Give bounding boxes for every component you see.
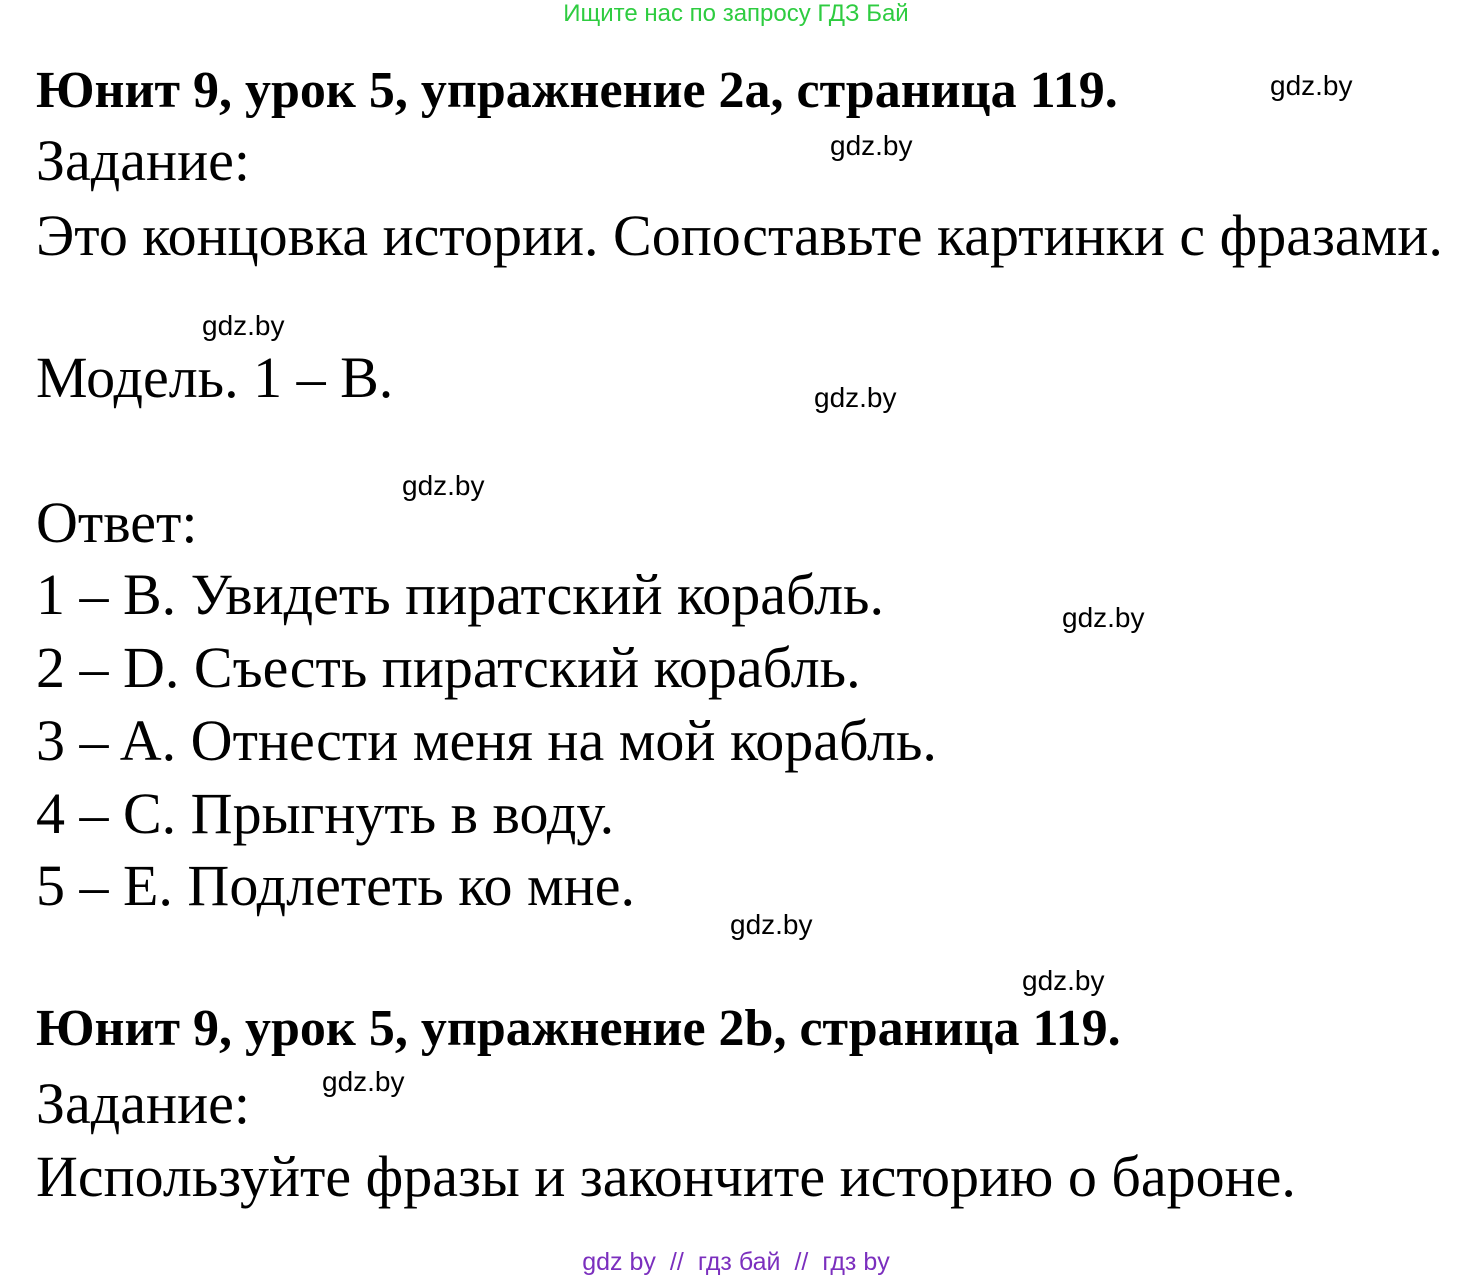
exercise-2a-task-label: Задание: — [36, 128, 250, 193]
answer-line-2: 2 – D. Съесть пиратский корабль. — [36, 635, 861, 700]
exercise-2b-task-text: Используйте фразы и закончите историю о бароне. — [36, 1144, 1296, 1209]
watermark: gdz.by — [730, 909, 813, 940]
watermark: gdz.by — [814, 382, 897, 413]
watermark: gdz.by — [202, 310, 285, 341]
footer-link-gdz-bay[interactable]: гдз бай — [697, 1248, 781, 1276]
footer-separator: // — [794, 1248, 809, 1276]
answer-line-4: 4 – C. Прыгнуть в воду. — [36, 781, 615, 846]
watermark: gdz.by — [830, 130, 913, 161]
exercise-2a-answer-label: Ответ: — [36, 490, 198, 555]
footer-link-gdz-by[interactable]: gdz by — [582, 1248, 656, 1276]
exercise-2b-task-label: Задание: — [36, 1071, 250, 1136]
watermark: gdz.by — [402, 470, 485, 501]
footer-separator: // — [669, 1248, 684, 1276]
exercise-2a-task-text: Это концовка истории. Сопоставьте картинки с фразами. — [36, 203, 1443, 268]
watermark: gdz.by — [1270, 70, 1353, 101]
exercise-2a-heading: Юнит 9, урок 5, упражнение 2a, страница 119. — [36, 62, 1118, 119]
watermark: gdz.by — [1022, 965, 1105, 996]
answer-line-3: 3 – A. Отнести меня на мой корабль. — [36, 708, 937, 773]
watermark: gdz.by — [322, 1066, 405, 1097]
watermark: gdz.by — [1062, 602, 1145, 633]
footer-link-gdz-by-cyr[interactable]: гдз by — [822, 1248, 890, 1276]
exercise-2b-heading: Юнит 9, урок 5, упражнение 2b, страница 119. — [36, 1000, 1121, 1057]
top-banner: Ищите нас по запросу ГДЗ Бай — [563, 0, 909, 27]
footer-links — [0, 1247, 1472, 1277]
answer-line-1: 1 – B. Увидеть пиратский корабль. — [36, 562, 884, 627]
exercise-2a-model: Модель. 1 – B. — [36, 345, 394, 410]
answer-line-5: 5 – E. Подлететь ко мне. — [36, 853, 635, 918]
